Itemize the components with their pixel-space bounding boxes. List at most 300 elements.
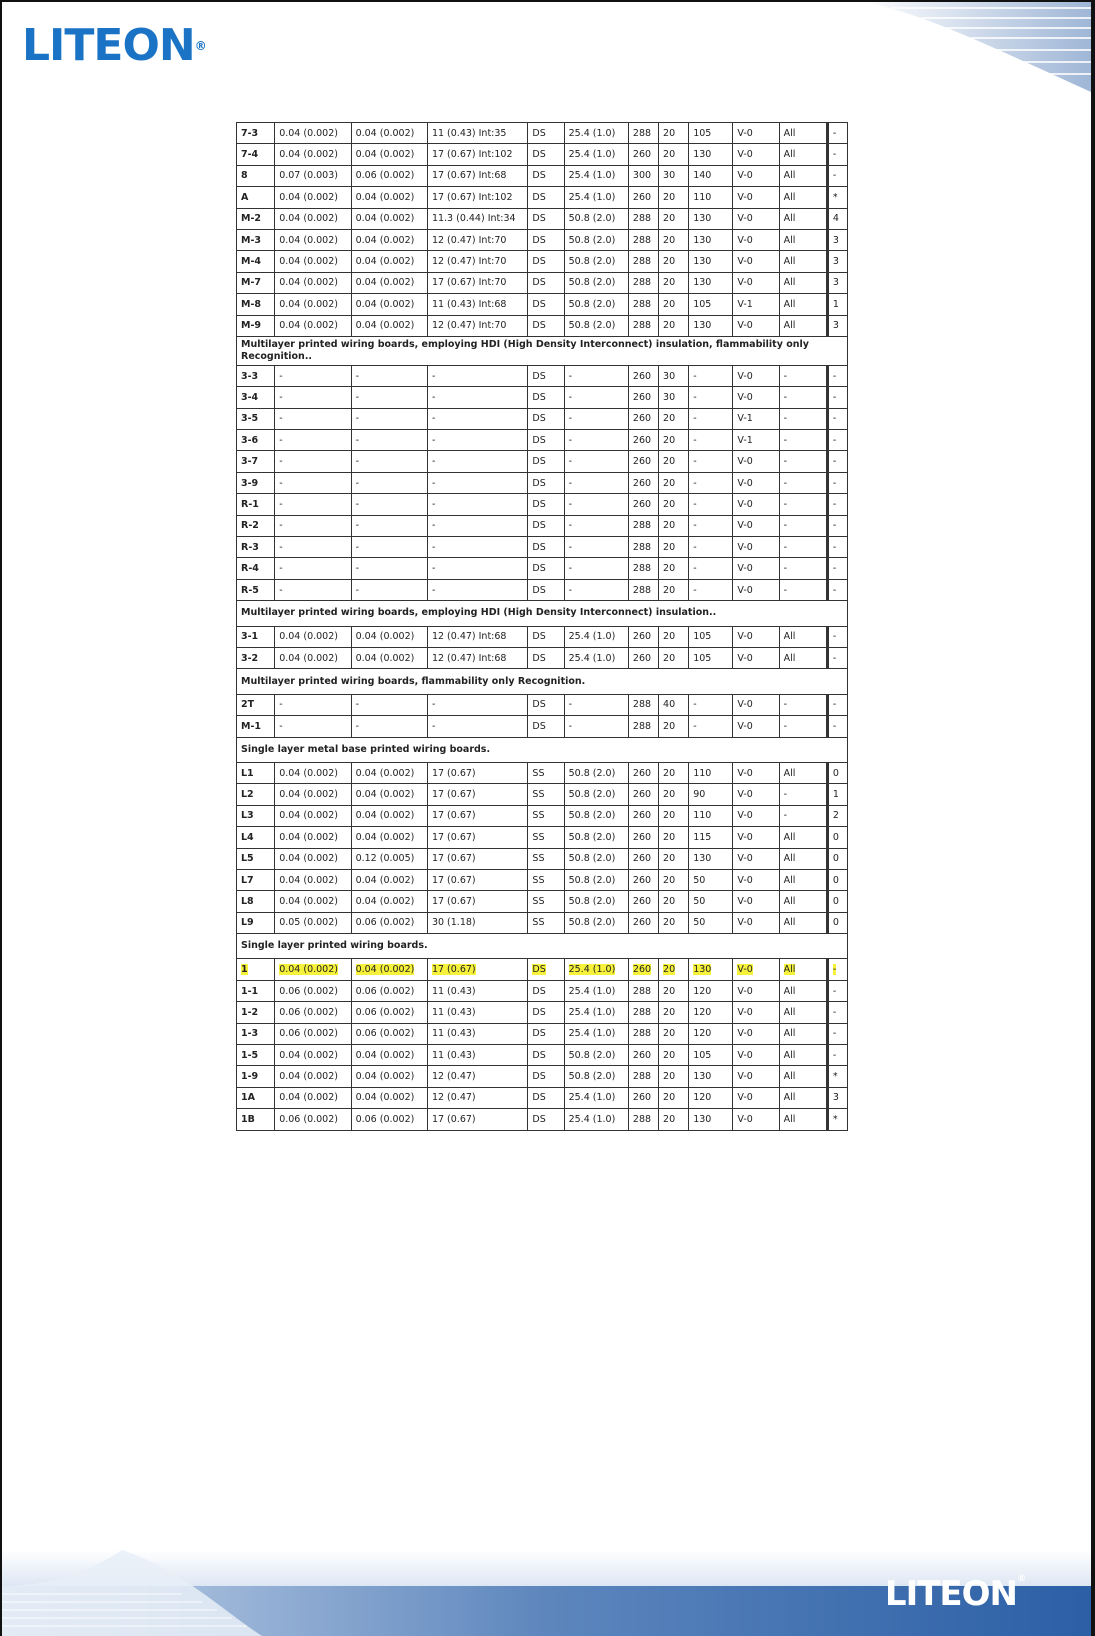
table-cell: 3 (827, 251, 847, 272)
table-cell: - (564, 472, 628, 493)
table-cell: - (827, 558, 847, 579)
designation-cell: L5 (237, 848, 275, 869)
table-cell: - (779, 784, 827, 805)
table-cell: 105 (689, 294, 733, 315)
table-cell: - (779, 408, 827, 429)
table-cell: DS (528, 144, 564, 165)
section-header: Multilayer printed wiring boards, flammability only Recognition. (237, 669, 848, 694)
table-cell: 20 (659, 827, 689, 848)
table-cell: V-0 (733, 869, 779, 890)
table-cell: DS (528, 387, 564, 408)
designation-cell: M-7 (237, 272, 275, 293)
table-cell: 288 (628, 579, 658, 600)
table-cell: 50.8 (2.0) (564, 762, 628, 783)
table-cell: 20 (659, 537, 689, 558)
table-cell: V-0 (733, 1066, 779, 1087)
table-row (237, 251, 848, 272)
table-row (237, 827, 848, 848)
section-header: Multilayer printed wiring boards, employing HDI (High Density Interconnect) insulation.. (237, 601, 848, 626)
table-cell: All (779, 1002, 827, 1023)
designation-cell: M-1 (237, 716, 275, 737)
table-cell: 20 (659, 187, 689, 208)
table-cell: 0.04 (0.002) (275, 762, 351, 783)
table-cell: All (779, 959, 827, 980)
table-cell: 50.8 (2.0) (564, 912, 628, 933)
table-cell: - (275, 558, 351, 579)
designation-cell: M-9 (237, 315, 275, 336)
table-cell: - (689, 472, 733, 493)
table-cell: 20 (659, 494, 689, 515)
table-cell: 20 (659, 515, 689, 536)
table-cell: 0.04 (0.002) (275, 848, 351, 869)
table-row (237, 1002, 848, 1023)
table-cell: 50 (689, 869, 733, 890)
table-cell: 260 (628, 848, 658, 869)
table-cell: 288 (628, 980, 658, 1001)
table-cell: - (779, 537, 827, 558)
table-cell: - (427, 716, 527, 737)
table-cell: - (427, 451, 527, 472)
table-cell: 0.06 (0.002) (351, 1002, 427, 1023)
table-cell: - (779, 494, 827, 515)
table-cell: 105 (689, 626, 733, 647)
table-cell: 17 (0.67) (427, 827, 527, 848)
table-cell: 130 (689, 1066, 733, 1087)
table-cell: 20 (659, 579, 689, 600)
table-cell: - (827, 647, 847, 668)
table-cell: V-0 (733, 451, 779, 472)
table-cell: 0.04 (0.002) (351, 805, 427, 826)
table-cell: 130 (689, 251, 733, 272)
table-row (237, 537, 848, 558)
table-cell: 130 (689, 848, 733, 869)
designation-cell: 2T (237, 694, 275, 715)
table-cell: DS (528, 315, 564, 336)
table-cell: - (827, 494, 847, 515)
table-cell: - (564, 430, 628, 451)
designation-cell: 1B (237, 1109, 275, 1130)
table-cell: 0.04 (0.002) (275, 1087, 351, 1108)
table-cell: 288 (628, 1109, 658, 1130)
table-cell: - (564, 579, 628, 600)
table-cell: 120 (689, 1087, 733, 1108)
table-cell: - (275, 694, 351, 715)
table-cell: - (564, 408, 628, 429)
table-cell: 120 (689, 1002, 733, 1023)
table-cell: - (779, 365, 827, 386)
table-cell: V-0 (733, 762, 779, 783)
table-cell: 0.04 (0.002) (351, 123, 427, 144)
table-cell: - (827, 579, 847, 600)
table-cell: All (779, 1066, 827, 1087)
section-header-row (237, 669, 848, 694)
table-cell: All (779, 123, 827, 144)
table-cell: - (827, 980, 847, 1001)
table-cell: - (827, 515, 847, 536)
table-cell: - (827, 144, 847, 165)
table-cell: DS (528, 647, 564, 668)
table-cell: 260 (628, 187, 658, 208)
table-row (237, 451, 848, 472)
table-cell: 288 (628, 208, 658, 229)
table-cell: 25.4 (1.0) (564, 1002, 628, 1023)
table-cell: 130 (689, 208, 733, 229)
table-cell: 12 (0.47) Int:70 (427, 229, 527, 250)
table-cell: 0.06 (0.002) (351, 1109, 427, 1130)
table-cell: 260 (628, 805, 658, 826)
table-cell: 20 (659, 123, 689, 144)
table-cell: - (564, 515, 628, 536)
table-cell: - (351, 387, 427, 408)
table-cell: - (564, 365, 628, 386)
table-cell: V-0 (733, 472, 779, 493)
table-cell: DS (528, 208, 564, 229)
table-cell: 50.8 (2.0) (564, 208, 628, 229)
table-cell: 20 (659, 1045, 689, 1066)
table-cell: DS (528, 694, 564, 715)
table-cell: 0.04 (0.002) (275, 315, 351, 336)
table-cell: 0 (827, 762, 847, 783)
table-cell: - (351, 430, 427, 451)
table-row (237, 1109, 848, 1130)
right-edge-bar (1091, 0, 1095, 1636)
table-row (237, 472, 848, 493)
table-cell: All (779, 647, 827, 668)
designation-cell: 3-5 (237, 408, 275, 429)
table-cell: 90 (689, 784, 733, 805)
table-cell: 0.04 (0.002) (351, 229, 427, 250)
table-cell: 130 (689, 272, 733, 293)
table-cell: 30 (659, 365, 689, 386)
table-cell: All (779, 294, 827, 315)
liteon-logo-bottom: LITEON® (884, 1574, 1025, 1614)
table-cell: 25.4 (1.0) (564, 980, 628, 1001)
table-row (237, 272, 848, 293)
table-cell: DS (528, 430, 564, 451)
designation-cell: 1-9 (237, 1066, 275, 1087)
table-cell: - (564, 494, 628, 515)
table-cell: 50.8 (2.0) (564, 848, 628, 869)
table-cell: - (427, 579, 527, 600)
table-cell: 0.06 (0.002) (275, 1109, 351, 1130)
table-row (237, 891, 848, 912)
table-cell: 288 (628, 123, 658, 144)
table-cell: V-0 (733, 165, 779, 186)
table-cell: All (779, 229, 827, 250)
table-cell: - (275, 451, 351, 472)
table-cell: 260 (628, 472, 658, 493)
table-cell: 20 (659, 912, 689, 933)
table-cell: DS (528, 1109, 564, 1130)
table-cell: 11 (0.43) (427, 1045, 527, 1066)
table-cell: - (427, 472, 527, 493)
table-cell: 50.8 (2.0) (564, 294, 628, 315)
table-cell: 0.05 (0.002) (275, 912, 351, 933)
table-cell: V-1 (733, 294, 779, 315)
table-cell: 105 (689, 1045, 733, 1066)
table-cell: DS (528, 494, 564, 515)
table-cell: 0.06 (0.002) (351, 1023, 427, 1044)
table-row (237, 848, 848, 869)
table-cell: - (779, 515, 827, 536)
table-cell: 0.04 (0.002) (351, 762, 427, 783)
table-cell: - (427, 515, 527, 536)
table-cell: 130 (689, 315, 733, 336)
table-cell: DS (528, 165, 564, 186)
table-cell: 11 (0.43) Int:68 (427, 294, 527, 315)
table-cell: 20 (659, 848, 689, 869)
table-cell: 260 (628, 959, 658, 980)
table-cell: - (827, 408, 847, 429)
table-cell: DS (528, 408, 564, 429)
table-cell: DS (528, 123, 564, 144)
table-cell: 20 (659, 294, 689, 315)
table-cell: 17 (0.67) (427, 959, 527, 980)
table-row (237, 1087, 848, 1108)
table-cell: - (779, 694, 827, 715)
table-cell: 20 (659, 272, 689, 293)
table-cell: 20 (659, 1023, 689, 1044)
table-cell: 0.04 (0.002) (275, 1045, 351, 1066)
table-row (237, 229, 848, 250)
table-cell: V-0 (733, 1109, 779, 1130)
table-row (237, 762, 848, 783)
table-cell: V-0 (733, 365, 779, 386)
table-cell: 20 (659, 1002, 689, 1023)
table-cell: - (564, 558, 628, 579)
table-cell: 1 (827, 294, 847, 315)
table-cell: * (827, 1109, 847, 1130)
table-cell: 20 (659, 1109, 689, 1130)
table-cell: 0.04 (0.002) (351, 251, 427, 272)
table-cell: DS (528, 229, 564, 250)
table-cell: 20 (659, 451, 689, 472)
table-row (237, 579, 848, 600)
designation-cell: 7-3 (237, 123, 275, 144)
table-row (237, 387, 848, 408)
table-cell: 50.8 (2.0) (564, 784, 628, 805)
table-cell: 130 (689, 959, 733, 980)
table-cell: V-0 (733, 315, 779, 336)
table-cell: - (351, 494, 427, 515)
table-cell: 260 (628, 1045, 658, 1066)
table-cell: V-0 (733, 208, 779, 229)
table-cell: - (779, 716, 827, 737)
table-cell: 0.04 (0.002) (275, 123, 351, 144)
table-cell: 288 (628, 229, 658, 250)
table-cell: 260 (628, 784, 658, 805)
table-cell: 17 (0.67) (427, 869, 527, 890)
table-cell: 0.07 (0.003) (275, 165, 351, 186)
table-cell: 0.04 (0.002) (351, 891, 427, 912)
table-cell: 0.04 (0.002) (275, 208, 351, 229)
table-cell: 0.04 (0.002) (275, 272, 351, 293)
table-cell: 50.8 (2.0) (564, 251, 628, 272)
table-cell: 0 (827, 827, 847, 848)
table-cell: 50.8 (2.0) (564, 315, 628, 336)
table-cell: V-0 (733, 251, 779, 272)
table-row-highlighted (237, 959, 848, 980)
table-cell: 288 (628, 1023, 658, 1044)
designation-cell: A (237, 187, 275, 208)
table-cell: 0.04 (0.002) (275, 827, 351, 848)
table-cell: 0.04 (0.002) (351, 647, 427, 668)
table-cell: 130 (689, 229, 733, 250)
table-cell: 12 (0.47) (427, 1087, 527, 1108)
designation-cell: 7-4 (237, 144, 275, 165)
table-cell: - (779, 472, 827, 493)
table-cell: - (779, 579, 827, 600)
table-cell: 0.04 (0.002) (275, 294, 351, 315)
table-cell: 25.4 (1.0) (564, 123, 628, 144)
table-cell: 0.06 (0.002) (351, 912, 427, 933)
table-cell: 0 (827, 891, 847, 912)
table-cell: V-0 (733, 229, 779, 250)
table-cell: 288 (628, 294, 658, 315)
table-cell: - (351, 579, 427, 600)
table-cell: All (779, 251, 827, 272)
table-cell: 288 (628, 558, 658, 579)
table-cell: 17 (0.67) (427, 784, 527, 805)
designation-cell: 1 (237, 959, 275, 980)
table-cell: 20 (659, 716, 689, 737)
table-cell: - (275, 515, 351, 536)
table-cell: 0.04 (0.002) (351, 187, 427, 208)
table-row (237, 1023, 848, 1044)
table-cell: 25.4 (1.0) (564, 144, 628, 165)
designation-cell: R-2 (237, 515, 275, 536)
table-cell: 0 (827, 869, 847, 890)
table-cell: - (779, 430, 827, 451)
table-row (237, 208, 848, 229)
table-cell: 12 (0.47) (427, 1066, 527, 1087)
table-cell: 0.04 (0.002) (275, 869, 351, 890)
table-cell: All (779, 1087, 827, 1108)
table-cell: - (351, 694, 427, 715)
table-cell: 25.4 (1.0) (564, 959, 628, 980)
table-cell: 130 (689, 1109, 733, 1130)
table-cell: - (275, 494, 351, 515)
table-cell: 0.12 (0.005) (351, 848, 427, 869)
table-cell: - (779, 805, 827, 826)
table-cell: - (827, 123, 847, 144)
table-cell: 110 (689, 805, 733, 826)
table-cell: SS (528, 912, 564, 933)
table-cell: 0.06 (0.002) (351, 165, 427, 186)
table-cell: All (779, 762, 827, 783)
table-cell: - (689, 579, 733, 600)
designation-cell: M-3 (237, 229, 275, 250)
table-cell: - (427, 430, 527, 451)
table-cell: 20 (659, 762, 689, 783)
table-cell: 20 (659, 1066, 689, 1087)
designation-cell: 3-2 (237, 647, 275, 668)
table-cell: 3 (827, 1087, 847, 1108)
designation-cell: L3 (237, 805, 275, 826)
table-cell: - (689, 558, 733, 579)
table-cell: All (779, 165, 827, 186)
table-cell: - (689, 387, 733, 408)
table-cell: 288 (628, 515, 658, 536)
table-cell: V-0 (733, 558, 779, 579)
table-cell: 0.04 (0.002) (275, 784, 351, 805)
table-cell: 0.04 (0.002) (275, 187, 351, 208)
table-cell: - (275, 430, 351, 451)
table-cell: DS (528, 472, 564, 493)
table-cell: All (779, 848, 827, 869)
table-cell: DS (528, 558, 564, 579)
table-cell: All (779, 144, 827, 165)
table-cell: 50.8 (2.0) (564, 229, 628, 250)
table-cell: 260 (628, 912, 658, 933)
table-cell: - (564, 694, 628, 715)
table-cell: 25.4 (1.0) (564, 165, 628, 186)
table-cell: 17 (0.67) Int:102 (427, 144, 527, 165)
table-cell: DS (528, 272, 564, 293)
table-cell: 20 (659, 315, 689, 336)
table-row (237, 716, 848, 737)
designation-cell: M-4 (237, 251, 275, 272)
designation-cell: 3-7 (237, 451, 275, 472)
table-cell: 12 (0.47) Int:70 (427, 251, 527, 272)
table-cell: V-0 (733, 805, 779, 826)
table-cell: 11 (0.43) (427, 980, 527, 1001)
table-cell: 105 (689, 647, 733, 668)
table-cell: 0.04 (0.002) (351, 626, 427, 647)
table-cell: - (564, 537, 628, 558)
table-cell: - (689, 451, 733, 472)
table-cell: 20 (659, 891, 689, 912)
table-cell: 17 (0.67) Int:68 (427, 165, 527, 186)
table-cell: 260 (628, 869, 658, 890)
table-cell: V-0 (733, 959, 779, 980)
table-cell: All (779, 869, 827, 890)
table-cell: 50.8 (2.0) (564, 1066, 628, 1087)
table-cell: 260 (628, 430, 658, 451)
table-cell: - (275, 537, 351, 558)
header-swoosh-graphic (851, 2, 1091, 92)
table-cell: - (689, 515, 733, 536)
table-cell: DS (528, 959, 564, 980)
table-cell: 0.04 (0.002) (275, 144, 351, 165)
table-cell: V-0 (733, 912, 779, 933)
table-cell: 2 (827, 805, 847, 826)
table-cell: V-0 (733, 537, 779, 558)
table-cell: 0.04 (0.002) (351, 294, 427, 315)
designation-cell: 3-4 (237, 387, 275, 408)
table-row (237, 912, 848, 933)
table-cell: - (427, 494, 527, 515)
table-cell: 0.04 (0.002) (275, 626, 351, 647)
table-cell: 260 (628, 626, 658, 647)
table-row (237, 187, 848, 208)
table-cell: 0.04 (0.002) (275, 229, 351, 250)
table-cell: 260 (628, 647, 658, 668)
table-cell: 20 (659, 430, 689, 451)
table-row (237, 980, 848, 1001)
table-cell: 0 (827, 912, 847, 933)
designation-cell: L9 (237, 912, 275, 933)
table-cell: V-0 (733, 123, 779, 144)
table-cell: 50.8 (2.0) (564, 827, 628, 848)
table-cell: All (779, 1109, 827, 1130)
table-cell: - (351, 472, 427, 493)
table-cell: 17 (0.67) (427, 891, 527, 912)
table-cell: 260 (628, 494, 658, 515)
table-cell: V-0 (733, 144, 779, 165)
table-cell: 20 (659, 784, 689, 805)
table-cell: 25.4 (1.0) (564, 626, 628, 647)
